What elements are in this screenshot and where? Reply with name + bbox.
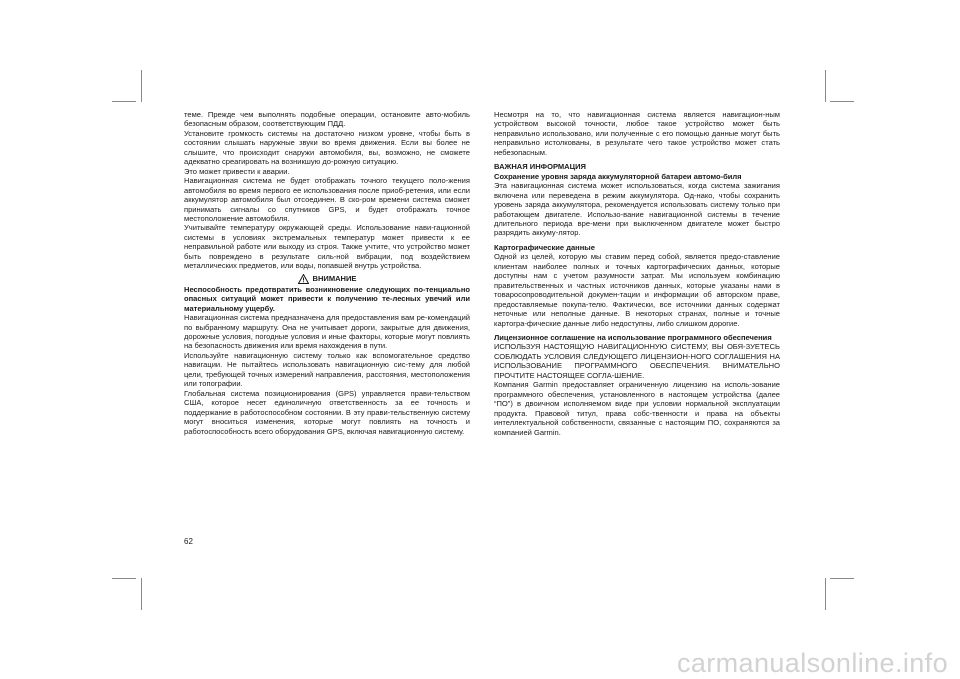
paragraph: Это может привести к аварии. bbox=[184, 166, 290, 176]
warning-header bbox=[184, 274, 470, 284]
paragraph: Используйте навигационную систему только как вспомогательное средство навигации. Не пытайтесь использовать навигационную сис-тему для любой цели, требующей точных измерений направления, расстояния, местоположения или топографии. bbox=[184, 350, 470, 389]
paragraph: теме. Прежде чем выполнять подобные операции, остановите авто-мобиль безопасным образом, соответствующим ПДД. bbox=[184, 110, 470, 129]
battery-heading: Сохранение уровня заряда аккумуляторной батареи автомо-биля bbox=[494, 171, 742, 181]
crop-mark bbox=[112, 578, 136, 579]
page-number: 62 bbox=[184, 537, 193, 546]
crop-mark bbox=[825, 578, 826, 610]
warning-triangle-icon bbox=[298, 274, 309, 284]
warning-text: Неспособность предотвратить возникновение следующих по-тенциально опасных ситуаций может привести к получению те-лесных увечий или материальному ущербу. bbox=[184, 284, 470, 313]
crop-mark bbox=[830, 101, 854, 102]
paragraph: Компания Garmin предоставляет ограниченную лицензию на исполь-зование программного обеспечения, установленного в настоящем устройства (далее “ПО”) в двоичном исполняемом виде при условии нормальной эксплуатации продукта. Правовой титул, права собс-твенности и права на объекты интеллектуальной собственности, связанные с настоящим ПО, сохраняются за компанией Garmin. bbox=[494, 380, 780, 437]
paragraph: Несмотря на то, что навигационная система является навигацион-ным устройством высокой точности, любое такое устройство может быть неправильно использовано, или полученные с его помощью данные могут быть неправильно истолкованы, в результате чего такое устройство может стать небезопасным. bbox=[494, 110, 780, 157]
paragraph: Навигационная система предназначена для предоставления вам ре-комендаций по выбранному маршруту. Она не учитывает дороги, закрытые для движения, дорожные условия, погодные условия и иные факторы, которые могут повлиять на безопасность движения или время нахождения в пути. bbox=[184, 313, 470, 351]
paragraph: Одной из целей, которую мы ставим перед собой, является предо-ставление клиентам наиболее полных и точных картографических данных, которые доступны нам с учетом разумности затрат. Мы используем комбинацию правительственных и частных источников данных, которые указаны нами в товаросопроводительной докумен-тации и информации об авторском праве, предоставляемые покупа-телю. Фактически, все источники данных содержат неточные или неполные данные. В некоторых странах, полные и точные картогра-фические данные либо недоступны, либо слишком дорогие. bbox=[494, 252, 780, 328]
important-title: ВАЖНАЯ ИНФОРМАЦИЯ bbox=[494, 162, 586, 172]
license-caps-text: ИСПОЛЬЗУЯ НАСТОЯЩУЮ НАВИГАЦИОННУЮ СИСТЕМУ, ВЫ ОБЯ-ЗУЕТЕСЬ СОБЛЮДАТЬ УСЛОВИЯ СЛЕДУЮЩЕГО ЛИЦЕНЗИОН-НОГО СОГЛАШЕНИЯ НА ИСПОЛЬЗОВАНИЕ ПРОГРАММНОГО ОБЕСПЕЧЕНИЯ. ВНИМАТЕЛЬНО ПРОЧТИТЕ НАСТОЯЩЕЕ СОГЛА-ШЕНИЕ. bbox=[494, 342, 780, 380]
right-column bbox=[494, 110, 780, 437]
map-data-heading: Картографические данные bbox=[494, 242, 595, 252]
warning-title: ВНИМАНИЕ bbox=[312, 273, 357, 283]
paragraph: Эта навигационная система может использоваться, когда система зажигания включена или переведена в режим аккумулятора. Од-нако, чтобы сохранить уровень заряда аккумулятора, рекомендуется использовать систему только при работающем двигателе. Использо-вание навигационной системы в течение длительного периода вре-мени при выключенном двигателе может быстро разрядить аккуму-лятор. bbox=[494, 181, 780, 238]
crop-mark bbox=[141, 70, 142, 102]
paragraph: Учитывайте температуру окружающей среды. Использование нави-гационной системы в условиях экстремальных температур может привести к ее неправильной работе или выходу из строя. Также учтите, что устройство может быть повреждено в результате силь-ной вибрации, под воздействием металлических предметов, или воды, попавшей внутрь устройства. bbox=[184, 223, 470, 271]
crop-mark bbox=[825, 70, 826, 102]
crop-mark bbox=[141, 578, 142, 610]
crop-mark bbox=[112, 101, 136, 102]
paragraph: Установите громкость системы на достаточно низком уровне, чтобы быть в состоянии слышать наружные звуки во время движения. Если вы более не слышите, что происходит снаружи автомобиля, вы, возможно, не сможете адекватно среагировать на возникшую до-рожную ситуацию. bbox=[184, 128, 470, 167]
watermark: carmanualsonline.info bbox=[676, 648, 948, 678]
license-heading: Лицензионное соглашение на использование программного обеспечения bbox=[494, 332, 772, 342]
paragraph: Навигационная система не будет отображать точного текущего поло-жения автомобиля во время первого ее использования после приоб-ретения, или если аккумулятор автомобиля был отсоединен. В ско-ром времени система сможет принимать сигналы со спутников GPS, и будет отображать точное местоположение автомобиля. bbox=[184, 176, 470, 223]
paragraph: Глобальная система позиционирования (GPS) управляется прави-тельством США, которое несет единоличную ответственность за ее точность и поддержание в работоспособном состоянии. В эту прави-тельственную систему могут вноситься изменения, которые могут повлиять на точность и работоспособность всего оборудования GPS, включая навигационную систему. bbox=[184, 388, 470, 436]
crop-mark bbox=[830, 578, 854, 579]
left-column bbox=[184, 110, 470, 436]
